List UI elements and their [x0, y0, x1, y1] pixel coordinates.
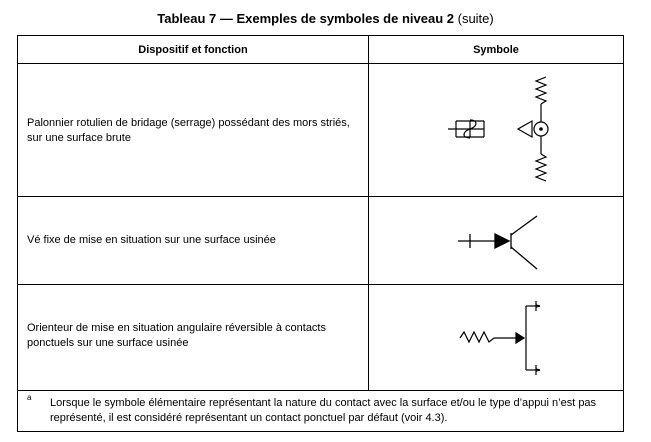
footnote-mark: a — [27, 393, 32, 402]
reversible-angular-orienter-symbol — [456, 298, 556, 378]
header-divider — [18, 63, 623, 64]
row-divider — [18, 196, 623, 197]
table-row-description: Orienteur de mise en situation angulaire réversible à contacts ponctuels sur une surface usinée — [27, 322, 326, 349]
footnote-text: Lorsque le symbole élémentaire représentant la nature du contact avec la surface et/ou le type d’appui n’est pas représenté, il est considéré représentant un contact ponctuel par défaut (voir 4.3). — [50, 397, 597, 424]
symbols-table — [17, 35, 624, 432]
table-footnote — [18, 390, 623, 432]
table-row-description: Palonnier rotulien de bridage (serrage) possédant des mors striés, sur une surface brute — [27, 117, 350, 144]
table-caption — [0, 11, 651, 26]
table-row-description: Vé fixe de mise en situation sur une surface usinée — [27, 234, 276, 246]
row-divider — [18, 284, 623, 285]
table-title-suffix: (suite) — [457, 11, 494, 26]
rocking-clamp-serrated-jaws-symbol — [448, 76, 558, 186]
column-header-symbol: Symbole — [473, 43, 519, 56]
column-header-device: Dispositif et fonction — [138, 43, 248, 56]
column-divider — [368, 36, 369, 390]
table-title: Tableau 7 — Exemples de symboles de niveau 2 — [157, 11, 454, 26]
fixed-vee-locator-symbol — [453, 206, 553, 276]
